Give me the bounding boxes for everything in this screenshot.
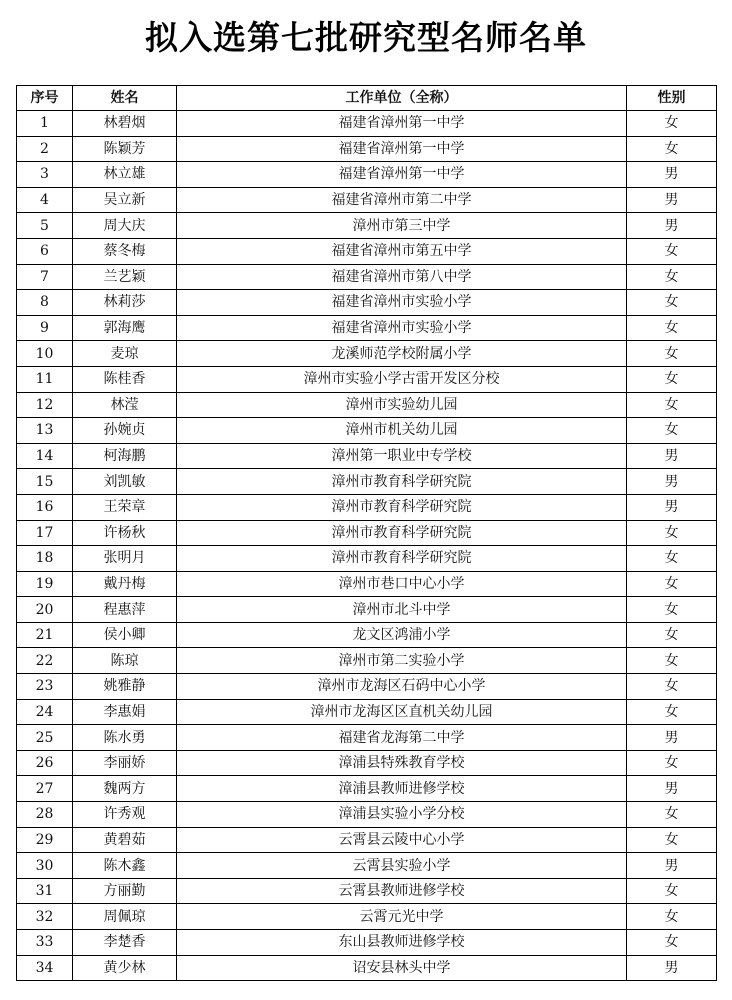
cell-work-unit: 漳州市教育科学研究院 [177,520,627,546]
table-row [17,290,717,316]
cell-serial-number: 25 [17,725,73,751]
cell-work-unit: 福建省龙海第二中学 [177,725,627,751]
cell-name: 陈琼 [73,648,177,674]
table-header-row [17,86,717,111]
cell-name: 李惠娟 [73,699,177,725]
cell-serial-number: 23 [17,674,73,700]
cell-serial-number: 34 [17,955,73,981]
table-row [17,955,717,981]
cell-name: 李楚香 [73,930,177,956]
cell-work-unit: 福建省漳州市实验小学 [177,290,627,316]
cell-work-unit: 漳州第一职业中专学校 [177,443,627,469]
cell-name: 李丽娇 [73,750,177,776]
cell-work-unit: 诏安县林头中学 [177,955,627,981]
cell-serial-number: 29 [17,827,73,853]
cell-name: 陈木鑫 [73,853,177,879]
cell-serial-number: 1 [17,111,73,137]
cell-gender: 女 [627,878,717,904]
cell-gender: 女 [627,264,717,290]
header-name: 姓名 [73,86,177,111]
header-serial-number: 序号 [17,86,73,111]
cell-gender: 男 [627,494,717,520]
cell-gender: 女 [627,622,717,648]
cell-gender: 女 [627,366,717,392]
cell-gender: 男 [627,187,717,213]
table-row [17,136,717,162]
table-row [17,827,717,853]
cell-serial-number: 5 [17,213,73,239]
cell-gender: 女 [627,136,717,162]
cell-serial-number: 14 [17,443,73,469]
table-row [17,648,717,674]
table-row [17,238,717,264]
cell-serial-number: 33 [17,930,73,956]
cell-work-unit: 云霄县实验小学 [177,853,627,879]
cell-gender: 男 [627,776,717,802]
cell-name: 麦琼 [73,341,177,367]
cell-work-unit: 漳浦县实验小学分校 [177,802,627,828]
cell-name: 林莉莎 [73,290,177,316]
cell-serial-number: 17 [17,520,73,546]
cell-work-unit: 漳州市龙海区石码中心小学 [177,674,627,700]
table-row [17,366,717,392]
table-row [17,571,717,597]
table-body [17,111,717,981]
teacher-list-table [16,85,717,981]
table-row [17,750,717,776]
table-row [17,443,717,469]
table-row [17,904,717,930]
cell-work-unit: 漳州市北斗中学 [177,597,627,623]
cell-gender: 男 [627,443,717,469]
table-row [17,418,717,444]
table-row [17,213,717,239]
cell-name: 柯海鹏 [73,443,177,469]
cell-serial-number: 15 [17,469,73,495]
cell-work-unit: 东山县教师进修学校 [177,930,627,956]
cell-name: 周佩琼 [73,904,177,930]
cell-serial-number: 30 [17,853,73,879]
cell-serial-number: 21 [17,622,73,648]
table-row [17,597,717,623]
cell-gender: 女 [627,546,717,572]
cell-work-unit: 漳州市第二实验小学 [177,648,627,674]
cell-work-unit: 云霄元光中学 [177,904,627,930]
cell-name: 许杨秋 [73,520,177,546]
cell-gender: 女 [627,290,717,316]
cell-name: 刘凯敏 [73,469,177,495]
cell-gender: 女 [627,238,717,264]
cell-serial-number: 27 [17,776,73,802]
cell-name: 黄少林 [73,955,177,981]
cell-name: 戴丹梅 [73,571,177,597]
cell-name: 许秀观 [73,802,177,828]
cell-work-unit: 漳浦县特殊教育学校 [177,750,627,776]
cell-gender: 女 [627,648,717,674]
cell-serial-number: 11 [17,366,73,392]
cell-work-unit: 云霄县教师进修学校 [177,878,627,904]
table-row [17,187,717,213]
cell-name: 林滢 [73,392,177,418]
cell-serial-number: 8 [17,290,73,316]
cell-serial-number: 13 [17,418,73,444]
cell-name: 陈颖芳 [73,136,177,162]
cell-work-unit: 龙溪师范学校附属小学 [177,341,627,367]
cell-work-unit: 漳州市教育科学研究院 [177,494,627,520]
cell-serial-number: 28 [17,802,73,828]
cell-work-unit: 福建省漳州第一中学 [177,136,627,162]
table-row [17,392,717,418]
table-row [17,878,717,904]
cell-gender: 男 [627,213,717,239]
cell-gender: 女 [627,597,717,623]
table-row [17,930,717,956]
table-row [17,776,717,802]
cell-gender: 女 [627,392,717,418]
cell-work-unit: 漳州市教育科学研究院 [177,469,627,495]
cell-gender: 女 [627,802,717,828]
cell-name: 吴立新 [73,187,177,213]
page-title: 拟入选第七批研究型名师名单 [145,18,587,57]
header-work-unit: 工作单位（全称） [177,86,627,111]
cell-name: 蔡冬梅 [73,238,177,264]
cell-name: 程惠萍 [73,597,177,623]
cell-name: 孙婉贞 [73,418,177,444]
cell-gender: 男 [627,725,717,751]
cell-serial-number: 24 [17,699,73,725]
cell-gender: 女 [627,315,717,341]
cell-work-unit: 福建省漳州市第八中学 [177,264,627,290]
cell-work-unit: 龙文区鸿浦小学 [177,622,627,648]
table-row [17,674,717,700]
table-row [17,546,717,572]
cell-gender: 男 [627,162,717,188]
cell-serial-number: 7 [17,264,73,290]
cell-name: 王荣章 [73,494,177,520]
cell-name: 侯小卿 [73,622,177,648]
cell-gender: 女 [627,418,717,444]
table-row [17,853,717,879]
table-row [17,264,717,290]
cell-gender: 女 [627,111,717,137]
table-row [17,622,717,648]
cell-work-unit: 福建省漳州市第五中学 [177,238,627,264]
cell-name: 郭海鹰 [73,315,177,341]
cell-serial-number: 4 [17,187,73,213]
cell-serial-number: 16 [17,494,73,520]
cell-gender: 女 [627,341,717,367]
cell-serial-number: 10 [17,341,73,367]
cell-work-unit: 福建省漳州市实验小学 [177,315,627,341]
cell-name: 兰艺颖 [73,264,177,290]
cell-work-unit: 福建省漳州市第二中学 [177,187,627,213]
cell-name: 林立雄 [73,162,177,188]
cell-serial-number: 18 [17,546,73,572]
cell-serial-number: 9 [17,315,73,341]
cell-name: 陈桂香 [73,366,177,392]
cell-serial-number: 31 [17,878,73,904]
cell-gender: 女 [627,674,717,700]
cell-gender: 女 [627,520,717,546]
cell-gender: 女 [627,750,717,776]
cell-work-unit: 漳州市巷口中心小学 [177,571,627,597]
cell-serial-number: 32 [17,904,73,930]
table-row [17,725,717,751]
cell-name: 周大庆 [73,213,177,239]
cell-serial-number: 6 [17,238,73,264]
cell-serial-number: 22 [17,648,73,674]
cell-name: 黄碧茹 [73,827,177,853]
cell-name: 方丽勤 [73,878,177,904]
cell-name: 魏两方 [73,776,177,802]
cell-name: 张明月 [73,546,177,572]
cell-serial-number: 20 [17,597,73,623]
table-row [17,469,717,495]
cell-name: 林碧烟 [73,111,177,137]
cell-work-unit: 漳州市机关幼儿园 [177,418,627,444]
cell-gender: 男 [627,853,717,879]
cell-work-unit: 福建省漳州第一中学 [177,162,627,188]
cell-gender: 女 [627,699,717,725]
cell-serial-number: 19 [17,571,73,597]
cell-work-unit: 漳州市教育科学研究院 [177,546,627,572]
cell-gender: 男 [627,955,717,981]
cell-serial-number: 3 [17,162,73,188]
cell-serial-number: 26 [17,750,73,776]
cell-gender: 女 [627,571,717,597]
table-row [17,162,717,188]
cell-serial-number: 2 [17,136,73,162]
table-row [17,802,717,828]
cell-work-unit: 福建省漳州第一中学 [177,111,627,137]
cell-work-unit: 漳州市第三中学 [177,213,627,239]
cell-name: 陈水勇 [73,725,177,751]
cell-gender: 女 [627,904,717,930]
header-gender: 性别 [627,86,717,111]
cell-work-unit: 漳浦县教师进修学校 [177,776,627,802]
cell-work-unit: 云霄县云陵中心小学 [177,827,627,853]
cell-serial-number: 12 [17,392,73,418]
table-row [17,341,717,367]
cell-work-unit: 漳州市实验小学古雷开发区分校 [177,366,627,392]
table-row [17,111,717,137]
table-row [17,315,717,341]
cell-gender: 男 [627,469,717,495]
table-row [17,699,717,725]
cell-name: 姚雅静 [73,674,177,700]
table-row [17,520,717,546]
cell-gender: 女 [627,930,717,956]
cell-gender: 女 [627,827,717,853]
cell-work-unit: 漳州市龙海区区直机关幼儿园 [177,699,627,725]
table-row [17,494,717,520]
cell-work-unit: 漳州市实验幼儿园 [177,392,627,418]
